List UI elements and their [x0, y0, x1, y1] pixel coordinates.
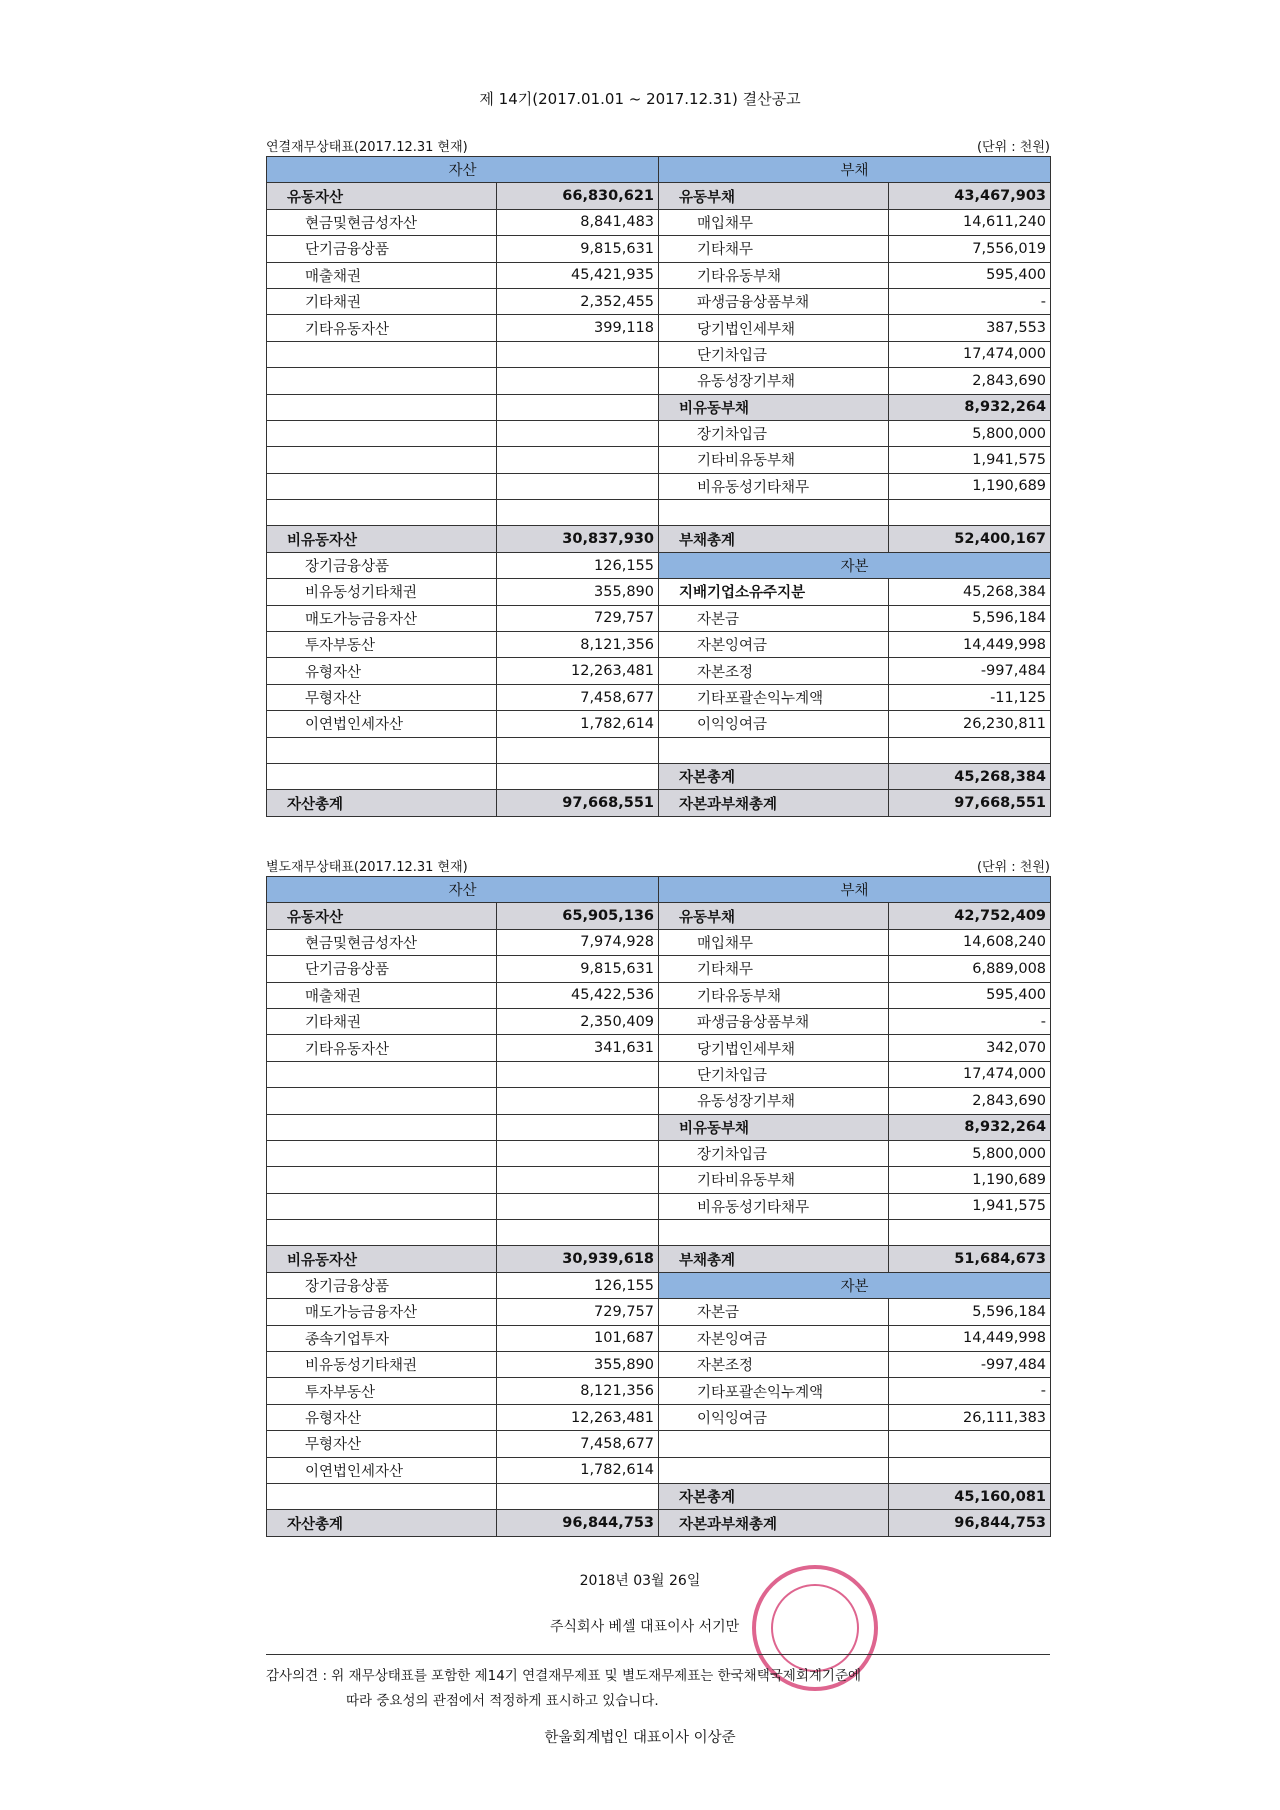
account-cell — [267, 473, 497, 499]
amount-cell: 126,155 — [497, 1272, 659, 1298]
amount-cell: 96,844,753 — [889, 1510, 1051, 1536]
announcement-date: 2018년 03월 26일 — [579, 1573, 701, 1589]
account-cell: 유동자산 — [267, 183, 497, 209]
account-cell: 자본금 — [659, 1299, 889, 1325]
account-cell: 장기금융상품 — [267, 1272, 497, 1298]
company-signature: 주식회사 베셀 대표이사 서기만 — [550, 1619, 740, 1635]
account-cell — [267, 1061, 497, 1087]
account-cell: 당기법인세부채 — [659, 315, 889, 341]
header-liabilities: 부채 — [659, 157, 1051, 183]
header-liabilities: 부채 — [659, 877, 1051, 903]
amount-cell — [497, 447, 659, 473]
table-row — [267, 394, 1051, 420]
account-cell: 비유동자산 — [267, 1246, 497, 1272]
table-row — [267, 288, 1051, 314]
account-cell: 유동성장기부채 — [659, 368, 889, 394]
account-cell: 비유동자산 — [267, 526, 497, 552]
amount-cell: 14,449,998 — [889, 632, 1051, 658]
account-cell — [267, 763, 497, 789]
table-row — [267, 1404, 1051, 1430]
amount-cell: 1,190,689 — [889, 1167, 1051, 1193]
amount-cell: 387,553 — [889, 315, 1051, 341]
table-row — [267, 737, 1051, 763]
account-cell: 자본총계 — [659, 1483, 889, 1509]
table-row — [267, 526, 1051, 552]
account-cell: 비유동성기타채무 — [659, 473, 889, 499]
account-cell: 단기차입금 — [659, 1061, 889, 1087]
amount-cell: 7,458,677 — [497, 684, 659, 710]
header-assets: 자산 — [267, 157, 659, 183]
account-cell: 단기차입금 — [659, 341, 889, 367]
audit-opinion-line: 감사의견 : 위 재무상태표를 포함한 제14기 연결재무제표 및 별도재무제표는 한국채택국제회계기준에 — [266, 1668, 862, 1684]
header-assets: 자산 — [267, 877, 659, 903]
table-row — [267, 236, 1051, 262]
table-row — [267, 500, 1051, 526]
amount-cell: 30,939,618 — [497, 1246, 659, 1272]
table-row — [267, 1272, 1051, 1298]
account-cell: 장기차입금 — [659, 420, 889, 446]
amount-cell: 17,474,000 — [889, 1061, 1051, 1087]
account-cell: 기타포괄손익누계액 — [659, 1378, 889, 1404]
account-cell: 자본금 — [659, 605, 889, 631]
amount-cell: 1,782,614 — [497, 711, 659, 737]
amount-cell: 52,400,167 — [889, 526, 1051, 552]
amount-cell: 1,941,575 — [889, 1193, 1051, 1219]
account-cell: 비유동성기타채권 — [267, 579, 497, 605]
amount-cell: 7,458,677 — [497, 1431, 659, 1457]
amount-cell: 7,556,019 — [889, 236, 1051, 262]
amount-cell: 729,757 — [497, 605, 659, 631]
separate-unit: (단위 : 천원) — [976, 860, 1050, 875]
separate-balance-sheet — [266, 876, 1051, 1537]
account-cell — [659, 500, 889, 526]
amount-cell: 45,160,081 — [889, 1483, 1051, 1509]
table-row — [267, 1325, 1051, 1351]
amount-cell: 399,118 — [497, 315, 659, 341]
account-cell: 기타채권 — [267, 288, 497, 314]
amount-cell — [889, 1431, 1051, 1457]
amount-cell: 126,155 — [497, 552, 659, 578]
table-row — [267, 262, 1051, 288]
amount-cell: 17,474,000 — [889, 341, 1051, 367]
consolidated-unit: (단위 : 천원) — [976, 140, 1050, 155]
amount-cell: 8,121,356 — [497, 1378, 659, 1404]
account-cell: 매입채무 — [659, 209, 889, 235]
table-row — [267, 209, 1051, 235]
amount-cell: 341,631 — [497, 1035, 659, 1061]
account-cell: 기타유동부채 — [659, 982, 889, 1008]
amount-cell: 43,467,903 — [889, 183, 1051, 209]
amount-cell: 8,932,264 — [889, 394, 1051, 420]
amount-cell: - — [889, 288, 1051, 314]
account-cell — [267, 368, 497, 394]
account-cell: 지배기업소유주지분 — [659, 579, 889, 605]
account-cell: 투자부동산 — [267, 1378, 497, 1404]
account-cell — [267, 341, 497, 367]
account-cell: 이연법인세자산 — [267, 1457, 497, 1483]
amount-cell: 2,843,690 — [889, 368, 1051, 394]
amount-cell: 355,890 — [497, 1352, 659, 1378]
table-row — [267, 790, 1051, 816]
table-row — [267, 579, 1051, 605]
account-cell — [659, 1457, 889, 1483]
table-row — [267, 632, 1051, 658]
audit-opinion-line: 따라 중요성의 관점에서 적정하게 표시하고 있습니다. — [346, 1693, 659, 1709]
account-cell — [267, 1114, 497, 1140]
amount-cell — [497, 1140, 659, 1166]
table-row — [267, 684, 1051, 710]
amount-cell: 2,350,409 — [497, 1008, 659, 1034]
table-row — [267, 1220, 1051, 1246]
separate-caption: 별도재무상태표(2017.12.31 현재) — [266, 860, 468, 875]
account-cell: 무형자산 — [267, 1431, 497, 1457]
table-row — [267, 1193, 1051, 1219]
amount-cell — [497, 1167, 659, 1193]
account-cell: 유형자산 — [267, 1404, 497, 1430]
amount-cell: -997,484 — [889, 1352, 1051, 1378]
amount-cell — [889, 1220, 1051, 1246]
account-cell: 유동자산 — [267, 903, 497, 929]
account-cell: 비유동성기타채무 — [659, 1193, 889, 1219]
account-cell — [267, 1088, 497, 1114]
table-header-row — [267, 877, 1051, 903]
amount-cell — [889, 500, 1051, 526]
account-cell: 비유동부채 — [659, 1114, 889, 1140]
amount-cell: 729,757 — [497, 1299, 659, 1325]
account-cell: 매도가능금융자산 — [267, 1299, 497, 1325]
table-header-row — [267, 157, 1051, 183]
table-row — [267, 763, 1051, 789]
table-row — [267, 956, 1051, 982]
account-cell — [267, 447, 497, 473]
account-cell: 기타비유동부채 — [659, 1167, 889, 1193]
account-cell — [267, 1483, 497, 1509]
header-equity: 자본 — [659, 552, 1051, 578]
account-cell: 유동부채 — [659, 903, 889, 929]
account-cell: 기타비유동부채 — [659, 447, 889, 473]
account-cell: 기타유동부채 — [659, 262, 889, 288]
account-cell: 단기금융상품 — [267, 236, 497, 262]
amount-cell: 9,815,631 — [497, 236, 659, 262]
amount-cell: 45,421,935 — [497, 262, 659, 288]
account-cell: 매도가능금융자산 — [267, 605, 497, 631]
amount-cell: 8,841,483 — [497, 209, 659, 235]
account-cell: 자본잉여금 — [659, 632, 889, 658]
amount-cell: 26,230,811 — [889, 711, 1051, 737]
account-cell: 매입채무 — [659, 929, 889, 955]
account-cell — [267, 1220, 497, 1246]
amount-cell — [497, 737, 659, 763]
account-cell — [659, 1431, 889, 1457]
table-row — [267, 473, 1051, 499]
amount-cell: 5,800,000 — [889, 1140, 1051, 1166]
account-cell — [267, 420, 497, 446]
account-cell: 파생금융상품부채 — [659, 1008, 889, 1034]
amount-cell: 12,263,481 — [497, 1404, 659, 1430]
amount-cell: 51,684,673 — [889, 1246, 1051, 1272]
amount-cell: 26,111,383 — [889, 1404, 1051, 1430]
amount-cell: 97,668,551 — [889, 790, 1051, 816]
consolidated-balance-sheet — [266, 156, 1051, 817]
amount-cell: 1,190,689 — [889, 473, 1051, 499]
amount-cell — [497, 1088, 659, 1114]
account-cell — [267, 737, 497, 763]
amount-cell — [497, 1114, 659, 1140]
auditor-signature: 한울회계법인 대표이사 이상준 — [544, 1730, 736, 1746]
account-cell: 자본과부채총계 — [659, 790, 889, 816]
page-title: 제 14기(2017.01.01 ~ 2017.12.31) 결산공고 — [479, 90, 801, 108]
amount-cell: 45,422,536 — [497, 982, 659, 1008]
account-cell: 부채총계 — [659, 1246, 889, 1272]
table-row — [267, 368, 1051, 394]
account-cell: 유동성장기부채 — [659, 1088, 889, 1114]
account-cell: 자본잉여금 — [659, 1325, 889, 1351]
account-cell: 비유동성기타채권 — [267, 1352, 497, 1378]
amount-cell: 14,608,240 — [889, 929, 1051, 955]
table-row — [267, 1035, 1051, 1061]
table-row — [267, 1246, 1051, 1272]
table-row — [267, 1299, 1051, 1325]
amount-cell: 595,400 — [889, 982, 1051, 1008]
amount-cell — [497, 1061, 659, 1087]
table-row — [267, 1483, 1051, 1509]
account-cell: 매출채권 — [267, 982, 497, 1008]
amount-cell: 45,268,384 — [889, 579, 1051, 605]
amount-cell — [497, 1483, 659, 1509]
amount-cell: 1,782,614 — [497, 1457, 659, 1483]
account-cell: 현금및현금성자산 — [267, 209, 497, 235]
table-row — [267, 341, 1051, 367]
table-row — [267, 1008, 1051, 1034]
table-row — [267, 552, 1051, 578]
account-cell: 당기법인세부채 — [659, 1035, 889, 1061]
amount-cell: 66,830,621 — [497, 183, 659, 209]
separate-caption-row — [266, 856, 1050, 875]
account-cell — [659, 737, 889, 763]
account-cell — [267, 394, 497, 420]
amount-cell: 355,890 — [497, 579, 659, 605]
table-row — [267, 1352, 1051, 1378]
account-cell: 자본조정 — [659, 658, 889, 684]
account-cell: 이연법인세자산 — [267, 711, 497, 737]
amount-cell: 8,932,264 — [889, 1114, 1051, 1140]
account-cell: 기타채권 — [267, 1008, 497, 1034]
amount-cell — [497, 1220, 659, 1246]
account-cell: 기타채무 — [659, 956, 889, 982]
table-row — [267, 929, 1051, 955]
amount-cell: - — [889, 1378, 1051, 1404]
amount-cell: 5,800,000 — [889, 420, 1051, 446]
amount-cell: 6,889,008 — [889, 956, 1051, 982]
account-cell: 무형자산 — [267, 684, 497, 710]
amount-cell — [497, 500, 659, 526]
account-cell — [267, 500, 497, 526]
amount-cell: 2,843,690 — [889, 1088, 1051, 1114]
account-cell: 유형자산 — [267, 658, 497, 684]
account-cell: 이익잉여금 — [659, 1404, 889, 1430]
amount-cell: 42,752,409 — [889, 903, 1051, 929]
amount-cell: 5,596,184 — [889, 1299, 1051, 1325]
account-cell: 자본총계 — [659, 763, 889, 789]
amount-cell: 5,596,184 — [889, 605, 1051, 631]
account-cell: 매출채권 — [267, 262, 497, 288]
amount-cell — [497, 763, 659, 789]
amount-cell: 7,974,928 — [497, 929, 659, 955]
amount-cell: -11,125 — [889, 684, 1051, 710]
account-cell: 유동부채 — [659, 183, 889, 209]
table-row — [267, 1167, 1051, 1193]
consolidated-caption: 연결재무상태표(2017.12.31 현재) — [266, 140, 468, 155]
amount-cell: 101,687 — [497, 1325, 659, 1351]
amount-cell: - — [889, 1008, 1051, 1034]
table-row — [267, 711, 1051, 737]
amount-cell: 30,837,930 — [497, 526, 659, 552]
amount-cell: 8,121,356 — [497, 632, 659, 658]
table-row — [267, 658, 1051, 684]
amount-cell: 342,070 — [889, 1035, 1051, 1061]
account-cell — [267, 1167, 497, 1193]
account-cell: 자산총계 — [267, 1510, 497, 1536]
table-row — [267, 1457, 1051, 1483]
amount-cell: 96,844,753 — [497, 1510, 659, 1536]
table-row — [267, 447, 1051, 473]
amount-cell: 97,668,551 — [497, 790, 659, 816]
table-row — [267, 315, 1051, 341]
account-cell: 이익잉여금 — [659, 711, 889, 737]
account-cell — [659, 1220, 889, 1246]
amount-cell: 1,941,575 — [889, 447, 1051, 473]
amount-cell: 2,352,455 — [497, 288, 659, 314]
amount-cell: 9,815,631 — [497, 956, 659, 982]
account-cell: 종속기업투자 — [267, 1325, 497, 1351]
account-cell: 자본과부채총계 — [659, 1510, 889, 1536]
table-row — [267, 183, 1051, 209]
amount-cell — [497, 420, 659, 446]
account-cell: 현금및현금성자산 — [267, 929, 497, 955]
amount-cell: 595,400 — [889, 262, 1051, 288]
amount-cell: 65,905,136 — [497, 903, 659, 929]
amount-cell: 14,611,240 — [889, 209, 1051, 235]
account-cell: 투자부동산 — [267, 632, 497, 658]
table-row — [267, 903, 1051, 929]
audit-opinion — [266, 1664, 1056, 1714]
account-cell: 기타유동자산 — [267, 1035, 497, 1061]
table-row — [267, 1061, 1051, 1087]
account-cell — [267, 1193, 497, 1219]
account-cell: 장기차입금 — [659, 1140, 889, 1166]
table-row — [267, 1088, 1051, 1114]
amount-cell: 14,449,998 — [889, 1325, 1051, 1351]
table-row — [267, 1431, 1051, 1457]
table-row — [267, 420, 1051, 446]
account-cell: 부채총계 — [659, 526, 889, 552]
account-cell: 비유동부채 — [659, 394, 889, 420]
account-cell: 기타유동자산 — [267, 315, 497, 341]
header-equity: 자본 — [659, 1272, 1051, 1298]
amount-cell — [497, 1193, 659, 1219]
account-cell: 장기금융상품 — [267, 552, 497, 578]
account-cell — [267, 1140, 497, 1166]
account-cell: 자본조정 — [659, 1352, 889, 1378]
account-cell: 기타포괄손익누계액 — [659, 684, 889, 710]
table-row — [267, 1378, 1051, 1404]
amount-cell — [889, 1457, 1051, 1483]
table-row — [267, 605, 1051, 631]
table-row — [267, 1510, 1051, 1536]
divider — [266, 1654, 1050, 1655]
table-row — [267, 982, 1051, 1008]
amount-cell — [889, 737, 1051, 763]
amount-cell — [497, 368, 659, 394]
amount-cell — [497, 394, 659, 420]
amount-cell — [497, 341, 659, 367]
amount-cell: -997,484 — [889, 658, 1051, 684]
table-row — [267, 1140, 1051, 1166]
account-cell: 자산총계 — [267, 790, 497, 816]
amount-cell: 12,263,481 — [497, 658, 659, 684]
amount-cell — [497, 473, 659, 499]
account-cell: 파생금융상품부채 — [659, 288, 889, 314]
consolidated-caption-row — [266, 136, 1050, 155]
account-cell: 단기금융상품 — [267, 956, 497, 982]
amount-cell: 45,268,384 — [889, 763, 1051, 789]
table-row — [267, 1114, 1051, 1140]
account-cell: 기타채무 — [659, 236, 889, 262]
